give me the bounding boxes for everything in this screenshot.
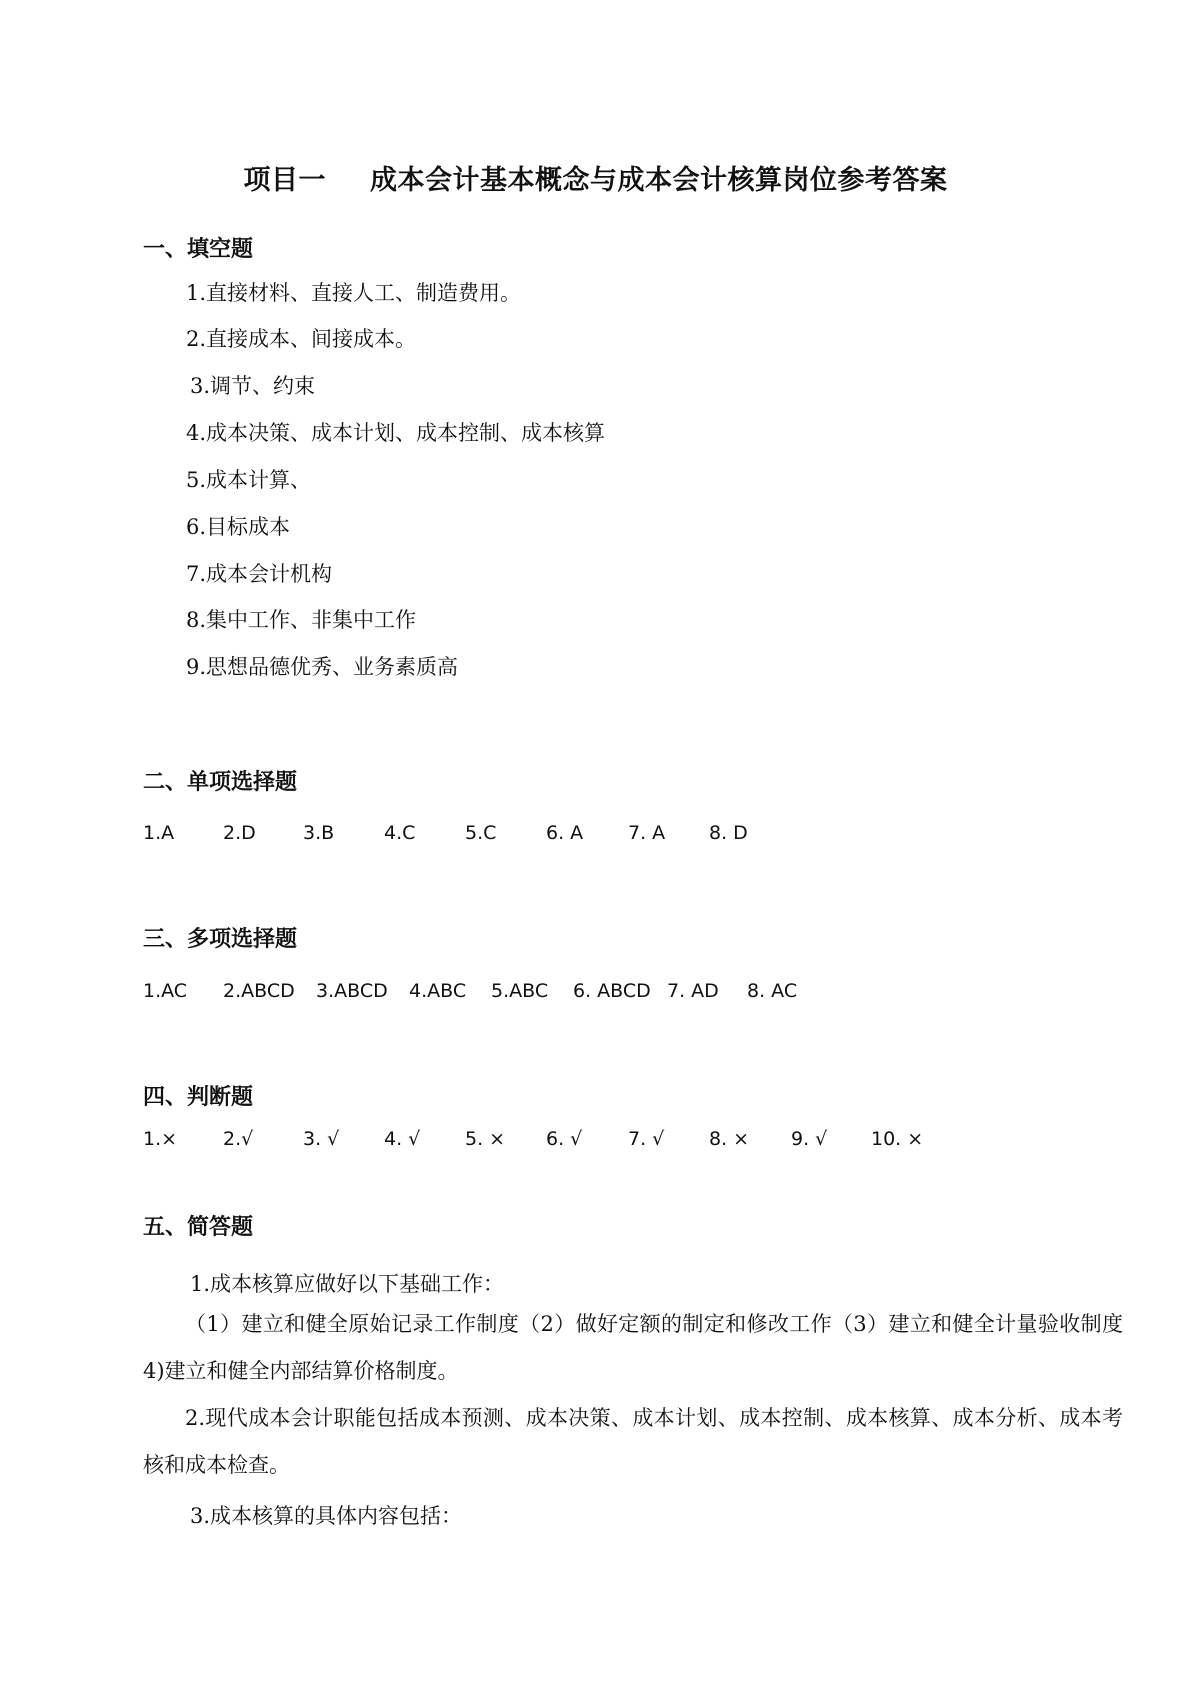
fill-in-item-3: 3.调节、约束 xyxy=(190,374,316,398)
section-heading-multiple-choice: 三、多项选择题 xyxy=(143,927,298,952)
true-false-answers xyxy=(143,1128,1143,1158)
answer-item: 1.A xyxy=(143,822,175,844)
single-choice-answers xyxy=(143,822,1143,852)
answer-item: 2.ABCD xyxy=(223,980,295,1002)
fill-in-item-6: 6.目标成本 xyxy=(186,515,291,539)
answer-item: 6. A xyxy=(546,822,584,844)
answer-item: 10. × xyxy=(871,1128,924,1150)
answer-item: 8. AC xyxy=(747,980,798,1002)
section-heading-fill-in: 一、填空题 xyxy=(143,237,254,262)
answer-item: 3.B xyxy=(303,822,335,844)
section-heading-true-false: 四、判断题 xyxy=(143,1085,254,1110)
answer-item: 5.ABC xyxy=(491,980,549,1002)
answer-item: 2.√ xyxy=(223,1128,254,1150)
fill-in-item-7: 7.成本会计机构 xyxy=(186,562,333,586)
fill-in-item-2: 2.直接成本、间接成本。 xyxy=(186,327,417,351)
answer-item: 8. × xyxy=(709,1128,750,1150)
answer-item: 9. √ xyxy=(791,1128,828,1150)
answer-item: 4. √ xyxy=(384,1128,421,1150)
section-heading-single-choice: 二、单项选择题 xyxy=(143,770,298,795)
answer-item: 3. √ xyxy=(303,1128,340,1150)
fill-in-item-8: 8.集中工作、非集中工作 xyxy=(186,608,417,632)
fill-in-item-5: 5.成本计算、 xyxy=(186,468,312,492)
project-label: 项目一 xyxy=(243,165,326,196)
page-title xyxy=(0,158,1191,197)
answer-item: 4.ABC xyxy=(409,980,467,1002)
answer-item: 5.C xyxy=(465,822,497,844)
answer-item: 7. AD xyxy=(667,980,719,1002)
short-answer-q2: 2.现代成本会计职能包括成本预测、成本决策、成本计划、成本控制、成本核算、成本分析、成本考核和成本检查。 xyxy=(143,1406,1123,1477)
section-heading-short-answer: 五、简答题 xyxy=(143,1215,254,1240)
project-name: 成本会计基本概念与成本会计核算岗位参考答案 xyxy=(370,165,948,196)
answer-item: 5. × xyxy=(465,1128,506,1150)
answer-item: 7. √ xyxy=(628,1128,665,1150)
answer-item: 6. ABCD xyxy=(573,980,651,1002)
short-answer-q1-body: （1）建立和健全原始记录工作制度（2）做好定额的制定和修改工作（3）建立和健全计量验收制度 4)建立和健全内部结算价格制度。 xyxy=(143,1312,1123,1383)
short-answer-q1: 1.成本核算应做好以下基础工作： xyxy=(190,1272,505,1296)
answer-item: 1.AC xyxy=(143,980,188,1002)
answer-item: 8. D xyxy=(709,822,748,844)
answer-item: 1.× xyxy=(143,1128,178,1150)
fill-in-item-1: 1.直接材料、直接人工、制造费用。 xyxy=(186,281,522,305)
answer-item: 3.ABCD xyxy=(316,980,388,1002)
fill-in-item-4: 4.成本决策、成本计划、成本控制、成本核算 xyxy=(186,421,606,445)
answer-item: 7. A xyxy=(628,822,666,844)
multiple-choice-answers xyxy=(143,980,1143,1010)
fill-in-item-9: 9.思想品德优秀、业务素质高 xyxy=(186,655,459,679)
answer-item: 6. √ xyxy=(546,1128,583,1150)
answer-item: 2.D xyxy=(223,822,256,844)
answer-item: 4.C xyxy=(384,822,416,844)
short-answer-q3: 3.成本核算的具体内容包括： xyxy=(190,1504,463,1528)
